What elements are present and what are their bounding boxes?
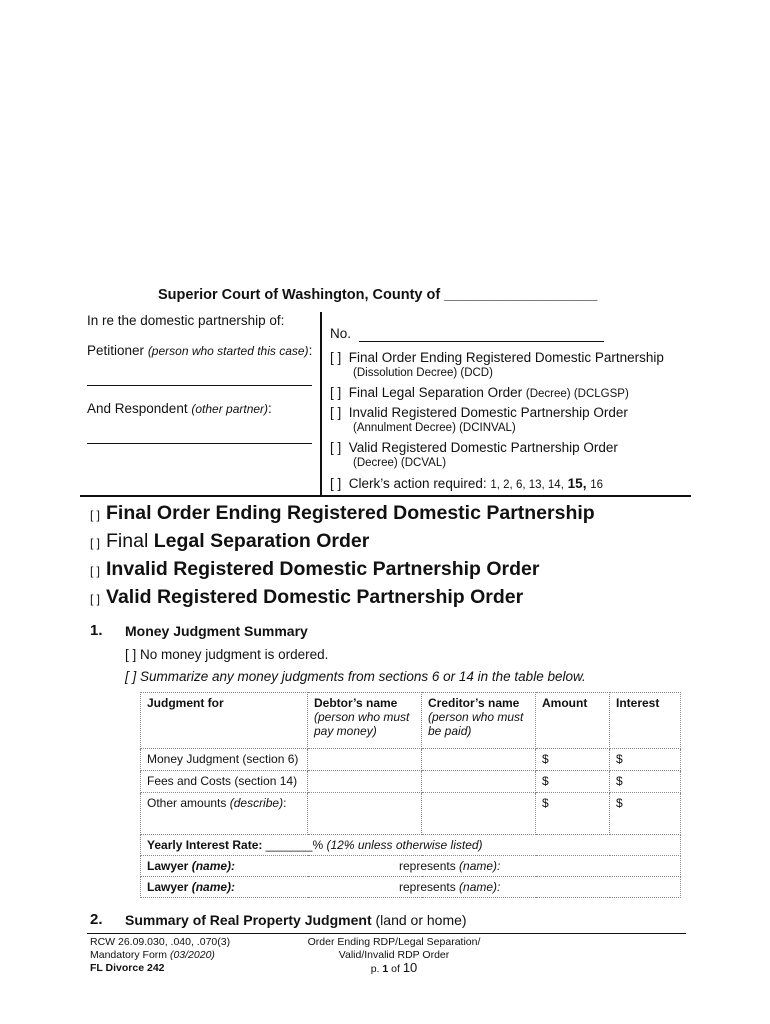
title-text: Legal Separation Order [153,530,370,552]
header-text: Interest [616,696,660,710]
option-code: (Decree) (DCLGSP) [525,388,629,400]
petitioner-note: (person who started this case) [147,344,309,358]
row-label: Fees and Costs (section 14) [141,771,308,793]
header-amount [536,693,610,749]
lawyer-cell[interactable] [141,877,681,898]
option-legal-separation[interactable] [330,385,629,400]
respondent-label: And Respondent (other partner): [87,401,272,416]
interest-rate-row [141,835,681,856]
checkbox[interactable]: [ ] [330,440,342,455]
checkbox[interactable]: [ ] [90,564,101,578]
option-label: Valid Registered Domestic Partnership Order [348,440,618,455]
interest-rate-cell[interactable] [141,835,681,856]
creditor-cell[interactable] [422,793,536,835]
title-text: Final Order Ending Registered Domestic Partnership [106,502,595,524]
section-1-title: Money Judgment Summary [125,623,308,639]
lawyer-label: Lawyer [147,859,189,873]
in-re-label: In re the domestic partnership of: [87,313,285,328]
amount-cell[interactable]: $ [536,771,610,793]
header-text: Amount [542,696,588,710]
option-label: Clerk’s action required: [348,476,487,491]
interest-cell[interactable]: $ [610,749,681,771]
option-label: Final Legal Separation Order [348,385,523,400]
footer-rule [87,933,686,934]
checkbox[interactable]: [ ] [330,476,342,491]
header-judgment-for [141,693,308,749]
lawyer-note: (name): [191,859,236,873]
row-label-colon: : [283,796,287,810]
option-dissolution-sub: (Dissolution Decree) (DCD) [353,367,493,379]
title-text: Invalid Registered Domestic Partnership Order [106,558,540,580]
interest-rate-note: (12% unless otherwise listed) [326,838,483,852]
option-dissolution[interactable] [330,350,664,365]
header-text: Debtor’s name [314,696,398,710]
lawyer-note: (name): [191,880,236,894]
table-row [141,793,681,835]
table-header-row [141,693,681,749]
page-of: of [391,963,400,975]
court-header: Superior Court of Washington, County of ___________________ [158,287,598,303]
checkbox[interactable]: [ ] [330,385,342,400]
lawyer-cell[interactable] [141,856,681,877]
represents-note: (name): [459,859,501,873]
petitioner-label: Petitioner (person who started this case): [87,343,313,358]
page-total: 10 [402,960,418,975]
petitioner-name-line[interactable] [87,385,312,386]
represents-label [399,880,500,894]
footer-form-id: FL Divorce 242 [90,962,165,974]
checkbox[interactable]: [ ] [90,508,101,522]
page-number [300,960,488,975]
table-row [141,771,681,793]
interest-rate-label: Yearly Interest Rate: [147,838,263,852]
money-judgment-table [140,692,681,898]
title-valid[interactable] [90,586,523,609]
title-plain: Final [106,530,149,552]
row-label: Money Judgment (section 6) [141,749,308,771]
row-label [141,793,308,835]
interest-cell[interactable]: $ [610,793,681,835]
header-text: Judgment for [147,696,224,710]
header-note: (person who must be paid) [428,710,524,738]
section-2-number: 2. [90,911,103,928]
clerk-code-bold: 15, [567,476,587,491]
footer-rcw: RCW 26.09.030, .040, .070(3) [90,936,231,948]
header-interest [610,693,681,749]
option-valid-sub: (Decree) (DCVAL) [353,457,447,469]
option-label: Invalid Registered Domestic Partnership Order [348,405,628,420]
creditor-cell[interactable] [422,771,536,793]
option-invalid[interactable] [330,405,628,420]
checkbox[interactable]: [ ] [90,536,101,550]
represents-note: (name): [459,880,501,894]
lawyer-row [141,856,681,877]
caption-rule [80,495,691,497]
amount-cell[interactable]: $ [536,749,610,771]
option-invalid-sub: (Annulment Decree) (DCINVAL) [353,422,516,434]
checkbox[interactable]: [ ] [90,592,101,606]
row-label-note: (describe) [229,796,284,810]
header-note: (person who must pay money) [314,710,410,738]
option-valid[interactable] [330,440,618,455]
title-dissolution[interactable] [90,502,595,525]
title-legal-separation[interactable] [90,530,369,553]
petitioner-label-text: Petitioner [87,343,145,358]
section-2-tail: (land or home) [375,912,467,928]
section-2-heading [125,912,467,928]
checkbox[interactable]: [ ] [330,405,342,420]
no-money-judgment-option[interactable]: [ ] No money judgment is ordered. [125,647,329,662]
respondent-note: (other partner) [191,402,269,416]
checkbox[interactable]: [ ] [330,350,342,365]
represents-label [399,859,500,873]
creditor-cell[interactable] [422,749,536,771]
page-current: 1 [382,963,389,975]
option-label: Final Order Ending Registered Domestic Partnership [348,350,664,365]
footer-mandatory-text: Mandatory Form [90,949,168,961]
summarize-judgment-option[interactable]: [ ] Summarize any money judgments from sections 6 or 14 in the table below. [125,669,586,684]
footer-title-1: Order Ending RDP/Legal Separation/ [307,936,481,948]
footer-mandatory-date: (03/2020) [169,949,215,961]
header-creditor [422,693,536,749]
interest-cell[interactable]: $ [610,771,681,793]
respondent-name-line[interactable] [87,443,312,444]
table-row [141,749,681,771]
represents-text: represents [399,859,456,873]
section-1-number: 1. [90,622,103,639]
clerk-codes: 1, 2, 6, 13, 14, [490,479,564,491]
case-number-label: No. [330,326,352,341]
section-2-title: Summary of Real Property Judgment [125,912,372,928]
header-debtor [308,693,422,749]
row-label-text: Other amounts [147,796,227,810]
clerk-code-tail: 16 [590,479,604,491]
debtor-cell[interactable] [308,771,422,793]
title-text: Valid Registered Domestic Partnership Order [106,586,524,608]
page-prefix: p. [370,963,380,975]
amount-cell[interactable]: $ [536,793,610,835]
represents-text: represents [399,880,456,894]
interest-rate-value[interactable]: _______% [265,838,324,852]
case-number-line[interactable] [359,341,604,342]
debtor-cell[interactable] [308,793,422,835]
debtor-cell[interactable] [308,749,422,771]
footer-mandatory [90,949,215,961]
title-invalid[interactable] [90,558,539,581]
header-text: Creditor’s name [428,696,520,710]
caption-divider [320,312,322,496]
footer-title-2: Valid/Invalid RDP Order [338,949,450,961]
lawyer-row [141,877,681,898]
option-clerk-action[interactable] [330,476,603,491]
lawyer-label: Lawyer [147,880,189,894]
respondent-label-text: And Respondent [87,401,188,416]
